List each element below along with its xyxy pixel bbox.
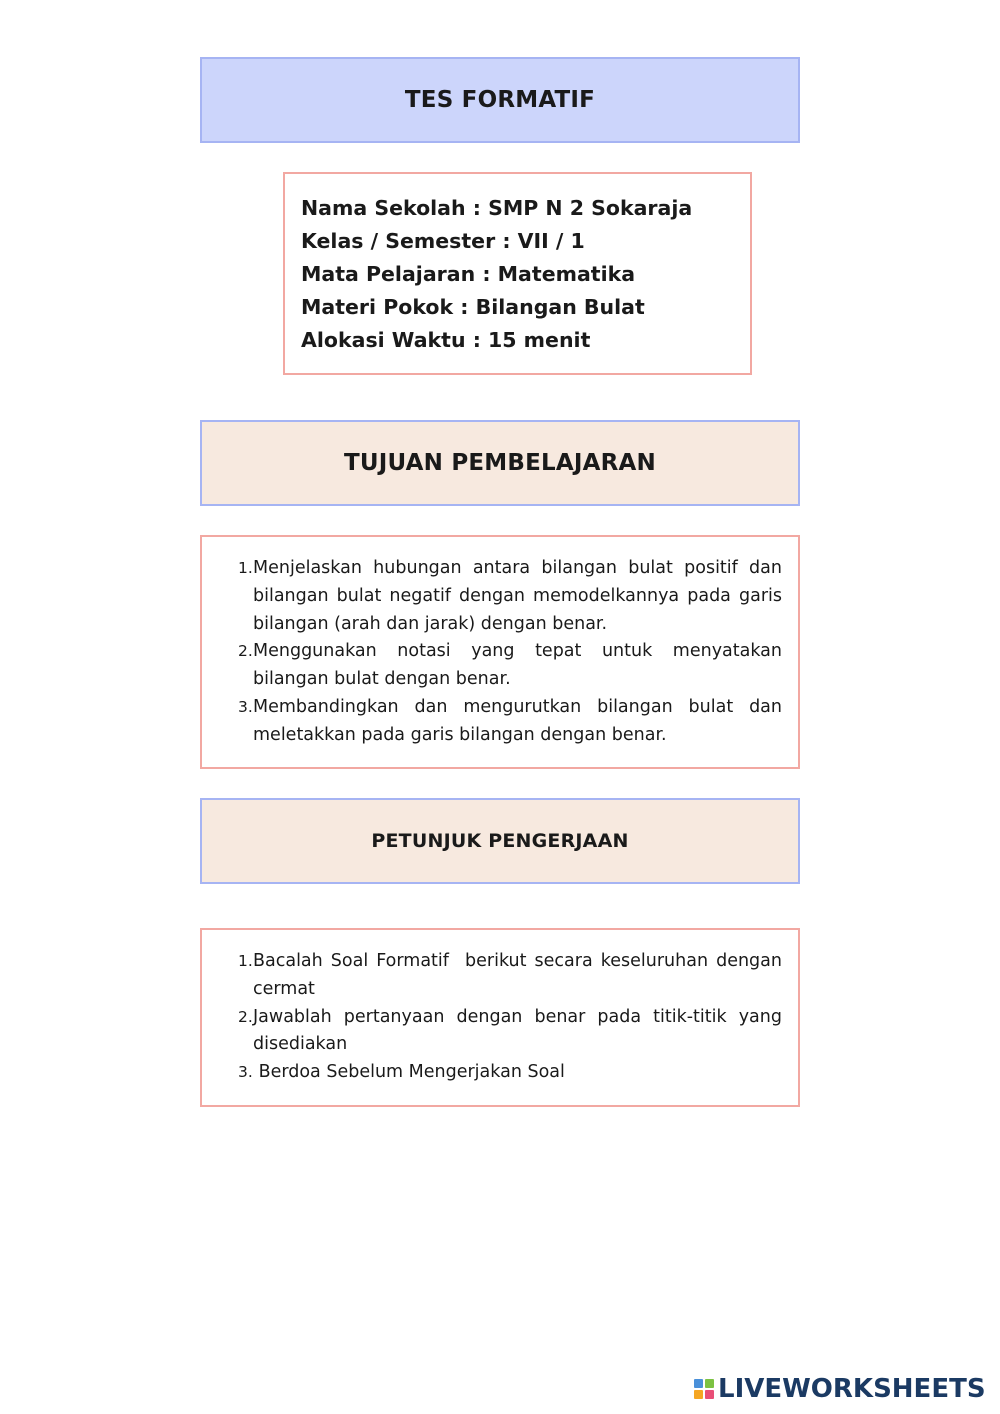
list-item <box>238 1059 782 1087</box>
list-item-text: Menjelaskan hubungan antara bilangan bulat positif dan bilangan bulat negatif dengan memodelkannya pada garis bilangan (arah dan jarak) dengan benar. <box>253 558 782 634</box>
list-item-text: Jawablah pertanyaan dengan benar pada titik-titik yang disediakan <box>253 1006 782 1055</box>
list-item-text: Bacalah Soal Formatif berikut secara keseluruhan dengan cermat <box>253 951 788 999</box>
list-item <box>238 638 782 694</box>
list-item-number: 3. <box>238 697 253 716</box>
logo-wordmark: LIVEWORKSHEETS <box>718 1374 986 1404</box>
tes-formatif-title: TES FORMATIF <box>200 57 800 143</box>
list-item <box>238 694 782 750</box>
list-item-number: 1. <box>238 952 253 970</box>
instructions-list <box>200 928 800 1107</box>
liveworksheets-logo[interactable] <box>694 1372 986 1406</box>
list-item-text: Berdoa Sebelum Mengerjakan Soal <box>253 1062 565 1083</box>
instructions-title: PETUNJUK PENGERJAAN <box>200 798 800 884</box>
list-item-text: Menggunakan notasi yang tepat untuk menyatakan bilangan bulat dengan benar. <box>253 641 782 690</box>
info-class-semester: Kelas / Semester : VII / 1 <box>301 229 585 253</box>
list-item <box>238 555 782 638</box>
list-item <box>238 948 788 1004</box>
list-item-number: 1. <box>238 559 253 577</box>
list-item-number: 2. <box>238 1007 253 1026</box>
list-item-text: Membandingkan dan mengurutkan bilangan bulat dan meletakkan pada garis bilangan dengan benar. <box>253 696 782 745</box>
info-time-allocation: Alokasi Waktu : 15 menit <box>301 328 591 352</box>
learning-objectives-title: TUJUAN PEMBELAJARAN <box>200 420 800 506</box>
school-info-box <box>283 172 752 375</box>
logo-square-icon <box>705 1390 714 1399</box>
liveworksheets-grid-icon <box>694 1379 714 1399</box>
info-subject: Mata Pelajaran : Matematika <box>301 262 636 286</box>
learning-objectives-list <box>200 535 800 769</box>
logo-square-icon <box>694 1379 703 1388</box>
info-school-name: Nama Sekolah : SMP N 2 Sokaraja <box>301 196 693 220</box>
info-topic: Materi Pokok : Bilangan Bulat <box>301 295 645 319</box>
logo-square-icon <box>705 1379 714 1388</box>
list-item <box>238 1004 782 1060</box>
list-item-number: 2. <box>238 642 253 661</box>
list-item-number: 3. <box>238 1063 253 1082</box>
logo-square-icon <box>694 1390 703 1399</box>
